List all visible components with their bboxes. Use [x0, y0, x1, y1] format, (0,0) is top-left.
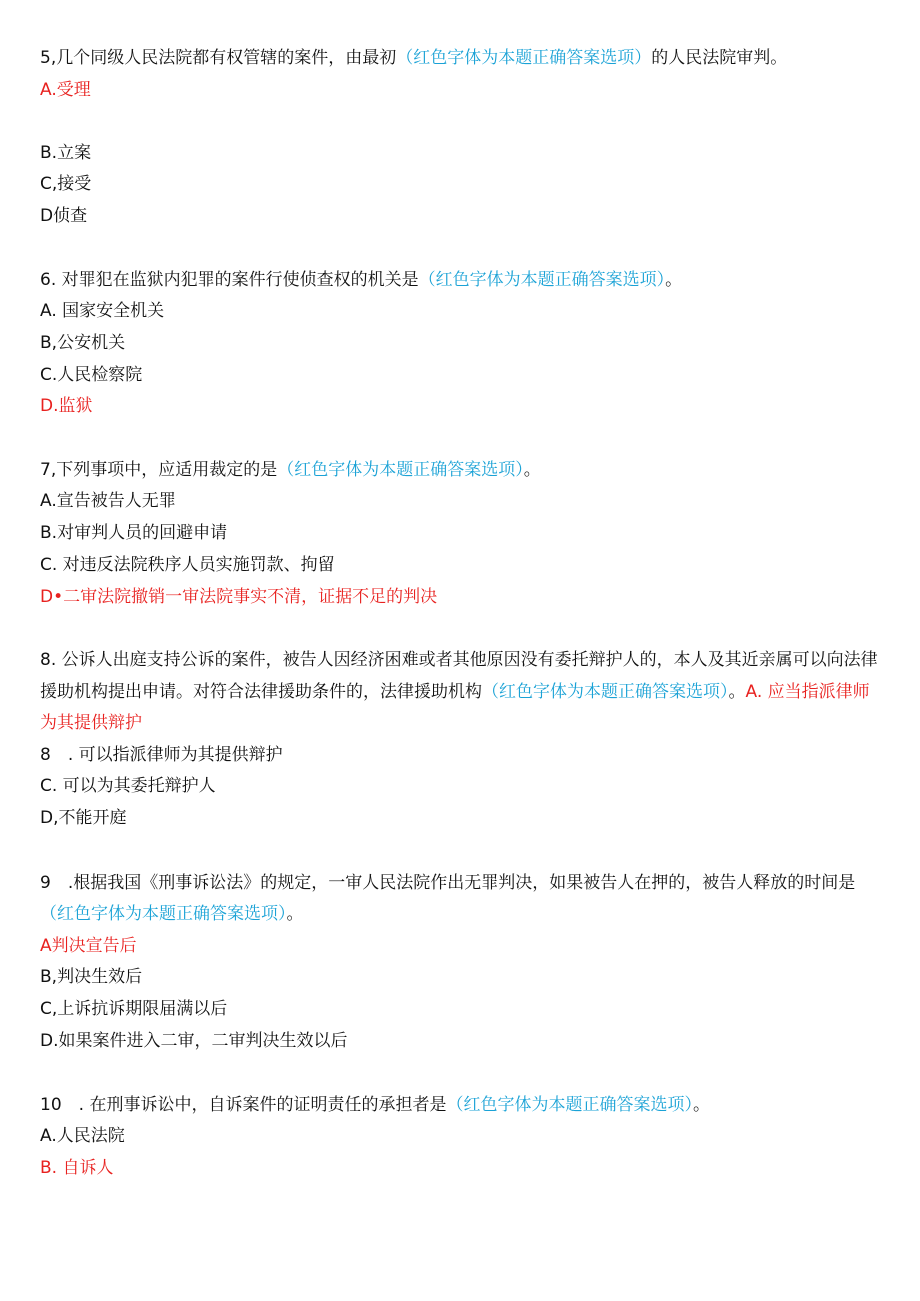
question-8-stem-line-1: 8. 公诉人出庭支持公诉的案件，被告人因经济困难或者其他原因没有委托辩护人的，本人及其近亲属可以向法律 — [40, 650, 878, 670]
question-9-option-c: C,上诉抗诉期限届满以后 — [40, 999, 228, 1019]
answer-hint: （红色字体为本题正确答案选项） — [40, 904, 287, 924]
question-8-option-a: A. 应当指派律师 — [745, 682, 870, 702]
question-8-stem-line-2: 援助机构提出申请。对符合法律援助条件的，法律援助机构（红色字体为本题正确答案选项）。A. 应当指派律师 — [40, 682, 870, 702]
question-10-option-a: A.人民法院 — [40, 1126, 125, 1146]
answer-hint: （红色字体为本题正确答案选项） — [418, 270, 666, 290]
question-9-option-d: D.如果案件进入二审，二审判决生效以后 — [40, 1031, 348, 1051]
question-5-stem: 5,几个同级人民法院都有权管辖的案件，由最初（红色字体为本题正确答案选项）的人民法院审判。 — [40, 48, 788, 68]
question-6-option-d: D.监狱 — [40, 396, 93, 416]
answer-hint: （红色字体为本题正确答案选项） — [482, 682, 729, 702]
answer-hint: （红色字体为本题正确答案选项） — [277, 460, 524, 480]
question-8-option-a-continued: 为其提供辩护 — [40, 713, 142, 733]
question-9-stem-line-2: （红色字体为本题正确答案选项）。 — [40, 904, 304, 924]
question-5-option-a: A.受理 — [40, 80, 91, 100]
question-6-option-b: B,公安机关 — [40, 333, 126, 353]
answer-hint: （红色字体为本题正确答案选项） — [446, 1095, 693, 1115]
question-8-option-c: C. 可以为其委托辩护人 — [40, 776, 216, 796]
question-9-stem-line-1: 9 .根据我国《刑事诉讼法》的规定，一审人民法院作出无罪判决，如果被告人在押的，被告人释放的时间是 — [40, 873, 856, 893]
question-10-option-b: B. 自诉人 — [40, 1158, 114, 1178]
question-7-option-d: D•二审法院撤销一审法院事实不清，证据不足的判决 — [40, 587, 438, 607]
question-6-stem: 6. 对罪犯在监狱内犯罪的案件行使侦查权的机关是（红色字体为本题正确答案选项）。 — [40, 270, 683, 290]
question-7-option-b: B.对审判人员的回避申请 — [40, 523, 228, 543]
question-5-option-d: D侦查 — [40, 206, 88, 226]
question-5-option-b: B.立案 — [40, 143, 92, 163]
question-8-option-d: D,不能开庭 — [40, 808, 127, 828]
question-5-option-c: C,接受 — [40, 174, 92, 194]
question-7-option-c: C. 对违反法院秩序人员实施罚款、拘留 — [40, 555, 335, 575]
question-9-option-a: A判决宣告后 — [40, 936, 137, 956]
question-9-option-b: B,判决生效后 — [40, 967, 143, 987]
answer-hint: （红色字体为本题正确答案选项） — [396, 48, 652, 68]
question-6-option-a: A. 国家安全机关 — [40, 301, 165, 321]
question-8-option-b: 8 . 可以指派律师为其提供辩护 — [40, 745, 283, 765]
question-7-option-a: A.宣告被告人无罪 — [40, 491, 176, 511]
question-10-stem: 10 . 在刑事诉讼中，自诉案件的证明责任的承担者是（红色字体为本题正确答案选项）。 — [40, 1095, 710, 1115]
question-6-option-c: C.人民检察院 — [40, 365, 143, 385]
question-7-stem: 7,下列事项中，应适用裁定的是（红色字体为本题正确答案选项）。 — [40, 460, 541, 480]
